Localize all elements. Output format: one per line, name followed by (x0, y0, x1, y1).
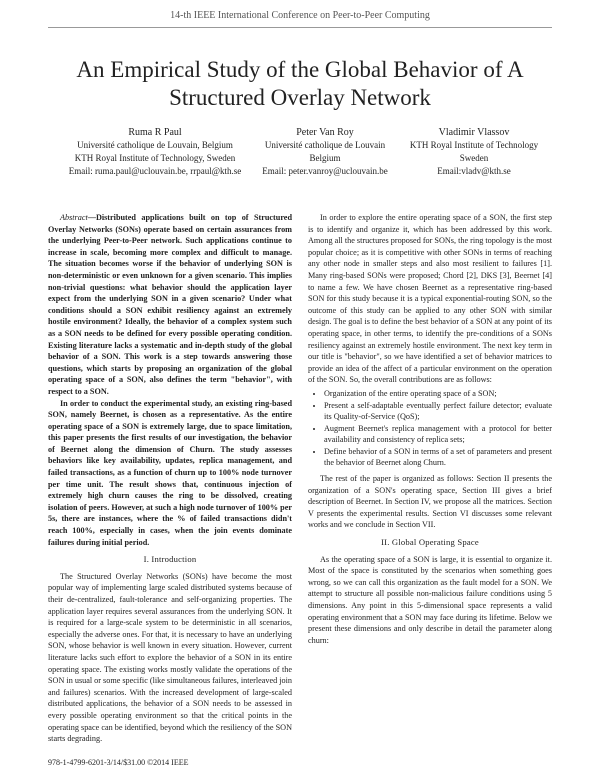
section-heading-introduction: I. Introduction (143, 554, 197, 565)
copyright-footer: 978-1-4799-6201-3/14/$31.00 ©2014 IEEE (48, 758, 189, 767)
abstract-paragraph (48, 212, 292, 398)
left-column (48, 212, 292, 745)
author-name: Ruma R Paul (128, 127, 182, 138)
abstract-label: Abstract (60, 213, 88, 222)
author-block-1 (60, 126, 250, 178)
conference-header: 14-th IEEE International Conference on Peer-to-Peer Computing (170, 10, 430, 21)
author-block-3 (396, 126, 552, 178)
author-affiliation: Belgium (309, 153, 341, 163)
author-name: Vladimir Vlassov (438, 127, 510, 138)
author-email: Email: ruma.paul@uclouvain.be, rrpaul@kth.se (68, 166, 242, 176)
organization-paragraph: The rest of the paper is organized as follows: Section II presents the organization of a SON's operating space, Section III gives a brief description of Beernet. In Section IV, we propose all the matrices. Section V presents the experimental results. Section VI discusses some relevant works and we conclude in Section VII. (308, 474, 552, 530)
author-email: Email:vladv@kth.se (437, 166, 511, 176)
abstract-paragraph-2: In order to conduct the experimental study, an existing ring-based SON, namely Beernet, is chosen as a representative. As the entire operating space of a SON is extremely large, due to space limitation, this paper presents the first results of our investigation, the behavior of Beernet along the dimension of Churn. The study assesses behaviors like key availability, updates, replica management, and failed transactions, as a function of churn up to 100% node turnover per time unit. The result shows that, continuous injection of extremely high churn causes the ring to be dissolved, creating isolation of peers. However, at such a high node turnover of 100% per 5s, there are instances, where the % of failed transactions didn't reach 100%, especially in cases, when the join events dominate failures during initial period. (48, 398, 292, 547)
list-item: • Organization of the entire operating space of a SON; (324, 388, 552, 400)
author-name: Peter Van Roy (296, 127, 354, 138)
author-block-2 (250, 126, 400, 178)
list-item: • Define behavior of a SON in terms of a set of parameters and present the behavior of Beernet along Churn. (324, 446, 552, 469)
global-space-paragraph: As the operating space of a SON is large, it is essential to organize it. Most of the space is constituted by the scenarios when something goes wrong, so we can call this organization as the fault model for a SON. We attempt to structure all possible non-malicious failure conditions using 5 dimensions. Any point in this 5-dimensional space represents a valid operating environment that a SON may face during its lifetime. Below we present these dimensions and only describe in detail the parameter along churn: (308, 554, 552, 645)
intro-paragraph-2: In order to explore the entire operating space of a SON, the first step is to identify and organize it, which has been addressed by this work. Among all the structures proposed for SONs, the ring topology is the most popular choice; as it is competitive with other SONs in terms of reaching any other node in smaller steps and also most resilient to failures [1]. Many ring-based SONs were proposed; Chord [2], DKS [3], Beernet [4] to name a few. We have chosen Beernet as a representative ring-based SON for this study because it is a typical exponential-routing SON, so the outcome of this study can be applied to any other SON with similar design. The goal is to define the best behavior of a SON at any point of its operating space, in other terms, to identify the pre-conditions of a SONs resiliency against an extremely hostile environment. The next key term in our title is "behavior", so we have identified a set of behavior matrices to provide an idea of the affect of a particular environment on the operation of the SON. So, the overall contributions are as follows: (308, 213, 553, 385)
author-affiliation: Sweden (459, 153, 489, 163)
right-column (308, 212, 552, 646)
list-item: • Augment Beernet's replica management with a protocol for better availability and consistency of replica sets; (324, 423, 552, 446)
author-affiliation: KTH Royal Institute of Technology (409, 140, 539, 150)
header-rule (48, 27, 552, 28)
author-email: Email: peter.vanroy@uclouvain.be (262, 166, 388, 176)
author-affiliation: Université catholique de Louvain (264, 140, 386, 150)
abstract-text: —Distributed applications built on top of Structured Overlay Networks (SONs) operate based on certain assurances from the underlying Peer-to-Peer network. Such applications continue to increase in scale, becoming more complex and difficult to manage. The situation becomes worse if the behavior of underlying SON is non-deterministic or even unknown for a given scenario. This implies non-trivial questions: what behavior should the application layer expect from the underlying SON in a given scenario? Under what conditions should a SON exhibit resiliency against an extremely hostile environment? Ideally, the behavior of a complex system such as a SON needs to be defined for every possible operating condition. Existing literature lacks a systematic and in-depth study of the global behavior of a SON. This work is a step towards answering those questions, which starts by proposing an organization of the global operating space of a SON, also defines the term "behavior", with respect to a SON. (48, 213, 292, 396)
intro-paragraph: The Structured Overlay Networks (SONs) have become the most popular way of implementing large scaled distributed systems because of their de-centralized, fault-tolerance and self-organizing properties. The application layer requires several assurances from the underlying SON. It is required for a large-scale system to be deterministic in all scenarios, especially the adverse ones. For that, it is necessary to have an underlying SON, whose behavior is well known in every situation. However, current literature lacks such effort to explore the behavior of a SON in its entire operating space. The existing works mostly validate the operations of the SON in usual or some specific (like simultaneous failures, interleaved join and failures) scenarios. With the increased development of large-scaled distributed applications, the behavior of a SON needs to be assessed in every possible operating environment so that the critical points in the operating space can be identified, beyond which the resiliency of the SON starts degrading. (48, 571, 292, 744)
section-heading-global-operating-space: II. Global Operating Space (381, 537, 479, 548)
author-affiliation: KTH Royal Institute of Technology, Sweden (74, 153, 236, 163)
paper-title: An Empirical Study of the Global Behavior of A Structured Overlay Network (76, 57, 524, 110)
list-item: • Present a self-adaptable eventually perfect failure detector; evaluate its Quality-of-Service (QoS); (324, 400, 552, 423)
contribution-list (308, 388, 552, 469)
author-affiliation: Université catholique de Louvain, Belgium (77, 140, 233, 150)
